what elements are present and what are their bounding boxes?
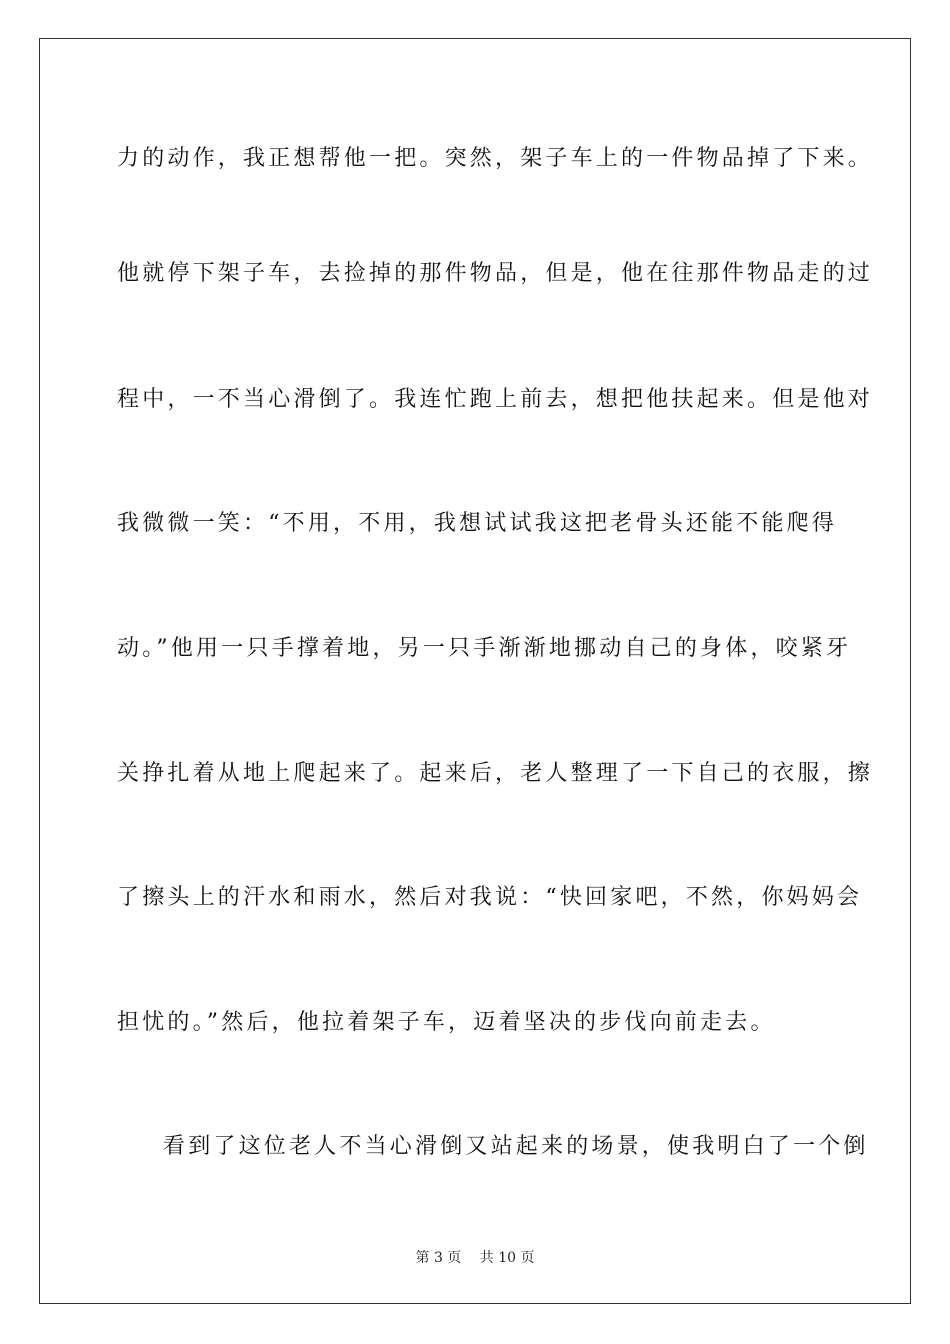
paragraph-line: 程中，一不当心滑倒了。我连忙跑上前去，想把他扶起来。但是他对 bbox=[117, 387, 874, 412]
paragraph-line: 担忧的。”然后，他拉着架子车，迈着坚决的步伐向前走去。 bbox=[117, 1010, 776, 1035]
page-number-footer: 第 3 页 共 10 页 bbox=[415, 1250, 535, 1266]
paragraph-line: 关挣扎着从地上爬起来了。起来后，老人整理了一下自己的衣服，擦 bbox=[117, 761, 874, 786]
paragraph-line: 动。”他用一只手撑着地，另一只手渐渐地挪动自己的身体，咬紧牙 bbox=[117, 636, 852, 661]
page-border bbox=[39, 38, 911, 1304]
paragraph-line: 力的动作，我正想帮他一把。突然，架子车上的一件物品掉了下来。 bbox=[117, 146, 874, 171]
paragraph-line: 了擦头上的汗水和雨水，然后对我说：“快回家吧，不然，你妈妈会 bbox=[117, 885, 863, 910]
paragraph-line-indented: 看到了这位老人不当心滑倒又站起来的场景，使我明白了一个倒 bbox=[163, 1134, 869, 1159]
paragraph-line: 我微微一笑：“不用，不用，我想试试我这把老骨头还能不能爬得 bbox=[117, 511, 838, 536]
paragraph-line: 他就停下架子车，去捡掉的那件物品，但是，他在往那件物品走的过 bbox=[117, 261, 874, 286]
